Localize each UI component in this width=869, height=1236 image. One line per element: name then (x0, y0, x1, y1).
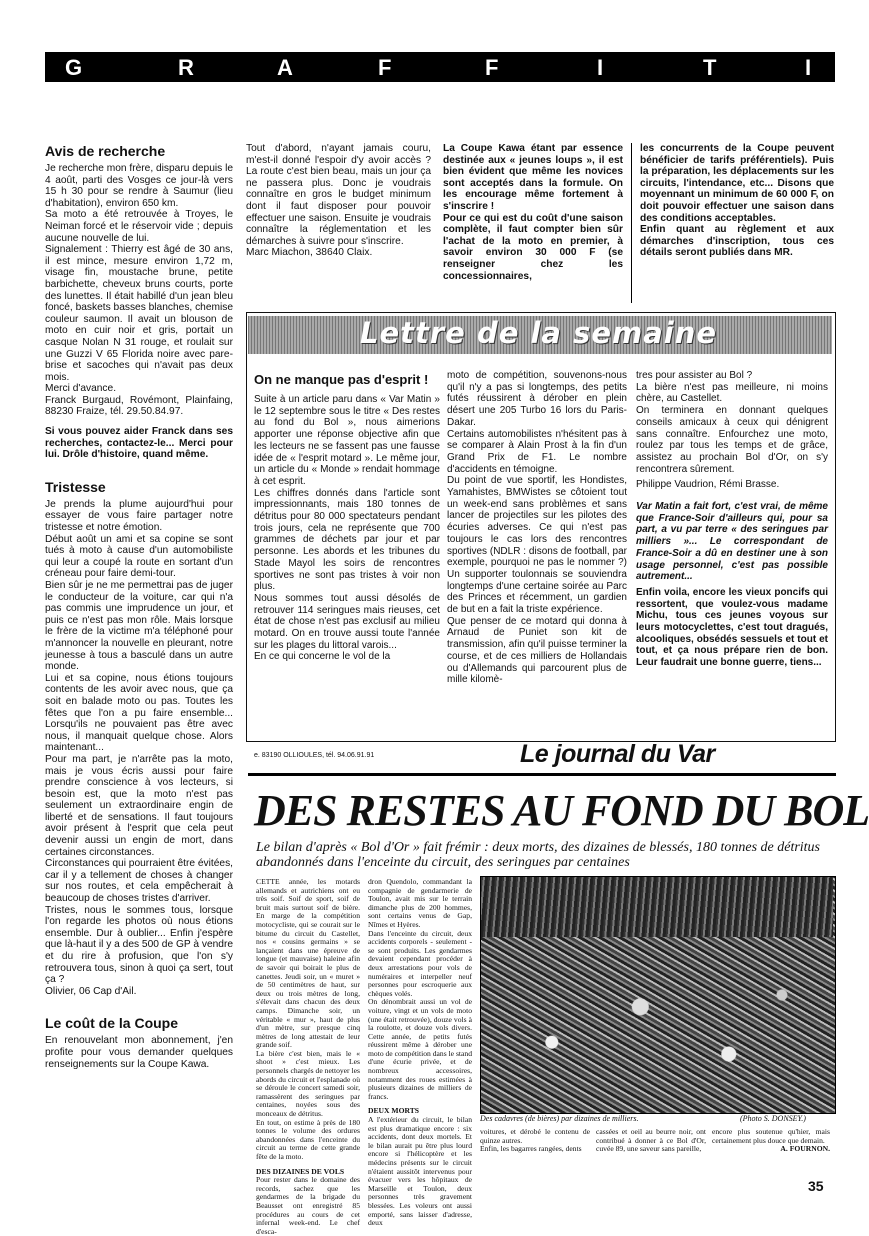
letter-text: Tout d'abord, n'ayant jamais couru, m'est-il donné l'espoir d'y avoir accès ? La route c'est bien beau, mais un jour ça ne passera plus. Donc je voudrais connaître en gros le budget minimum dont il faut disposer pour pouvoir effectuer une saison. Ensuite je voudrais connaître la réglementation et les démarches à suivre pour s'inscrire. (246, 143, 431, 247)
section-header-bar (45, 52, 835, 82)
lettre-paragraph: Les chiffres donnés dans l'article sont impressionnants, mais 180 tonnes de détritus pour 80 000 spectateurs pendant trois jours, cela ne représente que 700 grammes de déchets par jour et par personne. Les abords et les tribunes du Stade Mayol les soirs de rencontres sportives ne sont pas tristes à voir non plus. (254, 487, 440, 593)
tristesse-title: Tristesse (45, 478, 106, 495)
photo-credit: (Photo S. DONSEY.) (740, 1114, 806, 1123)
avis-paragraph: Je recherche mon frère, disparu depuis le 4 août, parti des Vosges ce jour-là vers 15 h 30 pour se rendre à Saumur (lieu d'habitation), environ 650 km. (45, 163, 234, 209)
answer-text: La Coupe Kawa étant par essence destinée aux « jeunes loups », il est bien évident que même les novices sont acceptés dans la formule. On les encourage même fortement à s'inscrire ! (443, 143, 623, 212)
article-paragraph: cassées et oeil au beurre noir, ont contribué à donner à ce Bol d'Or, cuvée 89, une saveur sans pareille, (596, 1127, 706, 1154)
avis-editor-note: Si vous pouvez aider Franck dans ses recherches, contactez-le... Merci pour lui. Drôle d'histoire, quand même. (45, 426, 233, 461)
cout-title: Le coût de la Coupe (45, 1015, 179, 1032)
avis-paragraph: Merci d'avance. (45, 383, 117, 395)
column-4 (640, 143, 834, 308)
lettre-signature: Philippe Vaudrion, Rémi Brasse. (636, 479, 780, 491)
tristesse-paragraph: Pour ma part, je n'arrête pas la moto, mais je vous écris aussi pour faire prendre conscience à vos lecteurs, si besoin est, que la moto n'est pas seulement un extraordinaire engin de liberté et de sensations. Il faut toujours avoir présent à l'esprit que cela peut devenir aussi un engin de mort, dans certaines circonstances. (45, 753, 233, 858)
header-letter: T (703, 55, 717, 80)
column-3 (443, 143, 623, 308)
tristesse-paragraph: Lui et sa copine, nous étions toujours contents de les avoir avec nous, que ça soit en balade moto ou pas. Toutes les fêtes que l'on a pu faire ensemble... Lorsqu'ils ne pouvaient pas être avec nous, il manquait quelque chose. Alors maintenant... (45, 672, 233, 754)
article-paragraph: On dénombrait aussi un vol de voiture, vingt et un vols de moto (une était retrouvée), douze vols à la roulotte, et douze vols divers. Cette année, de petits futés réussirent même à dérober une moto de compétition dans le stand d'une écurie privée, et de nombreux accessoires, notamment des roues estimées à plusieurs dizaines de milliers de francs. (368, 997, 472, 1101)
lettre-paragraph: Nous sommes tout aussi désolés de retrouver 114 seringues mais rieuses, cet état de chose n'est pas exclusif au milieu motard. On en trouve aussi toute l'année sur les plages du littoral varois... (254, 592, 440, 651)
article-column-1 (256, 877, 360, 1236)
article-subheading: DEUX MORTS (368, 1106, 419, 1116)
article-paragraph: encore plus soutenue qu'hier, mais certainement plus douce que demain. (712, 1127, 830, 1145)
article-subheading: DES DIZAINES DE VOLS (256, 1166, 345, 1176)
header-letter: F (485, 55, 499, 80)
article-paragraph: Pour rester dans le domaine des records, sachez que les gendarmes de la brigade du Beausset ont enregistré 85 procédures au cours de cet infernal week-end. Le chef d'esca- (256, 1175, 360, 1236)
lettre-paragraph: Certains automobilistes n'hésitent pas à se comparer à Alain Prost à la fin d'un Grand Prix de F1. Le nombre d'accidents en témoigne. (447, 428, 627, 475)
lettre-column-2 (447, 370, 627, 734)
article-column-3 (480, 1128, 590, 1168)
header-letter: R (178, 55, 194, 80)
article-paragraph: A l'extérieur du circuit, le bilan est plus dramatique encore : six accidents, dont deux mortels. Et le bilan aurait pu être plus lourd encore si l'hélicoptère et les médecins présents sur le circuit n'étaient aussitôt intervenus pour évacuer vers les hôpitaux de Marseille et Toulon, deux personnes très gravement blessées. Les voleurs ont aussi emporté, sans laisser d'adresse, deux (368, 1115, 472, 1228)
answer-text: Enfin quant au règlement et aux démarches d'inscription, tous ces détails seront publiés dans MR. (640, 224, 834, 259)
lettre-paragraph: Du point de vue sportif, les Hondistes, Yamahistes, BMWistes se côtoient tout un week-end sans problèmes et sans lancer de projectiles sur les pilotes des écuries adverses. Ce qui n'est pas toujours le cas lors des rencontres sportives (NDLR : disons de football, par exemple, pourquoi ne pas le nommer ?) Un supporter toulonnais se souviendra longtemps d'une certaine soirée au Parc des Princes et récemment, un gardien de but en a fait la triste expérience. (447, 475, 627, 616)
article-signature: A. FOURNON. (780, 1144, 830, 1154)
lettre-paragraph: La bière n'est pas meilleure, ni moins chère, au Castellet. (636, 381, 828, 405)
tristesse-paragraph: Je prends la plume aujourd'hui pour essayer de vous faire partager notre tristesse et notre émotion. (45, 498, 233, 534)
column-divider (631, 143, 632, 303)
header-letter: I (597, 55, 604, 80)
lettre-title: Lettre de la semaine (360, 316, 718, 350)
avis-paragraph: Sa moto a été retrouvée à Troyes, le Neiman forcé et le réservoir vide ; depuis aucune nouvelle de lui. (45, 209, 233, 244)
article-column-5 (712, 1128, 830, 1168)
avis-title: Avis de recherche (45, 143, 166, 159)
editor-reply: Enfin voila, encore les vieux poncifs qui ressortent, que voulez-vous madame Michu, tous ces jeunes voyous sur leurs motocyclettes, c'est tout dragués, alcooliques, obsédés sessuels et tout et tout, et ça nous prépare rien de bon. Leur faudrait une bonne guerre, tiens... (636, 586, 828, 669)
tristesse-paragraph: Circonstances qui pourraient être évitées, car il y a tellement de choses à changer sur nos routes, et cela empêcherait à beaucoup de choses tristes d'arriver. (45, 858, 234, 905)
header-letter: G (65, 55, 83, 80)
answer-text: les concurrents de la Coupe peuvent bénéficier de tarifs préférentiels). Puis la préparation, les déplacements sur les circuits, l'intendance, etc... Disons que moyennant un minimum de 60 000 F, on doit pouvoir effectuer une saison dans des conditions acceptables. (640, 143, 834, 224)
article-paragraph: dron Quendolo, commandant la compagnie de gendarmerie de Toulon, avait mis sur le terrain dimanche plus de 200 hommes, sont certains venus de Gap, Nîmes et Hyères. (368, 877, 472, 929)
header-letter: I (805, 55, 812, 80)
article-paragraph: La bière c'est bien, mais le « shoot » c'est mieux. Les personnels chargés de nettoyer les abords du circuit et l'esplanade où se déroule le concert samedi soir, ramassèrent des seringues par centaines, noyées sous des monceaux de détritus. (256, 1048, 360, 1119)
page-number: 35 (808, 1178, 824, 1194)
journal-address: e. 83190 OLLIOULES, tél. 94.06.91.91 (254, 752, 375, 759)
article-column-2 (368, 877, 472, 1228)
tristesse-paragraph: Tristes, nous le sommes tous, lorsque l'on regarde les photos où nous étions ensemble. Dur à oublier... Enfin j'espère que là-haut il y a des 500 de GP à vendre et du rire à profusion, que l'on s'y retrouvera tous, sinon à quoi ça sert, tout ça ? (45, 904, 233, 986)
article-paragraph: CETTE année, les motards allemands et autrichiens ont eu très soif. Soif de sport, soif de bruit mais surtout soif de bière. En marge de la compétition motocycliste, qui se courait sur le bitume du circuit du Castellet, nos « cousins germains » se lançaient dans une épreuve de longue (et mauvaise) haleine afin de savoir qui boirait le plus de canettes. Jeudi soir, un « muret » de 50 centimètres de haut, sur deux ou trois mètres de long, s'élevait dans chacun des deux camps. Dimanche soir, un véritable « mur », haut de plus d'un mètre, sur presque cinq mètres de long attestait de leur grande soif. (256, 877, 360, 1050)
article-paragraph: Dans l'enceinte du circuit, deux accidents corporels - seulement - se sont produits. Les gendarmes devaient cependant procéder à deux arrestations pour vols de numéraires et interpeller neuf personnes pour escroquerie aux chèques volés. (368, 928, 472, 998)
lettre-heading: On ne manque pas d'esprit ! (254, 372, 429, 387)
lettre-column-3 (636, 370, 828, 734)
letter-signature: Marc Miachon, 38640 Claix. (246, 247, 373, 259)
lettre-paragraph: En ce qui concerne le vol de la (254, 651, 391, 663)
lettre-paragraph: tres pour assister au Bol ? (636, 370, 753, 381)
avis-signature: Franck Burgaud, Rovémont, Plainfaing, 88230 Fraize, tél. 29.50.84.97. (45, 394, 233, 418)
photo-caption: Des cadavres (de bières) par dizaines de milliers. (480, 1114, 639, 1123)
tristesse-paragraph: Début août un ami et sa copine se sont tués à moto à cause d'un automobiliste qui leur a coupé la route en sortant d'un créneau pour faire demi-tour. (45, 533, 233, 580)
lettre-column-1 (254, 372, 440, 734)
left-column (45, 143, 233, 1193)
photo-background (481, 877, 833, 937)
column-2 (246, 143, 431, 308)
avis-paragraph: Signalement : Thierry est âgé de 30 ans, il est mince, mesure environ 1,72 m, visage fin, moustache brune, petite barbichette, cheveux bruns courts, porte des lunettes. Il était habillé d'un jean bleu foncé, baskets basses blanches, chemise couleur saumon. Il avait un blouson de moto en cuir noir et gris, portait un casque Nolan N 31 rouge, et roulait sur une Guzzi V 65 Florida noire avec pare-brise et sacoches qui n'avait pas deux mois. (45, 244, 234, 383)
article-paragraph: voitures, et dérobé le contenu de quinze autres. (480, 1127, 590, 1145)
article-paragraph: En tout, on estime à près de 180 tonnes le volume des ordures abandonnées dans l'enceinte du circuit au terme de cette grande fête de la moto. (256, 1117, 360, 1161)
header-letter: F (378, 55, 392, 80)
answer-text: Pour ce qui est du coût d'une saison complète, il faut compter bien sûr l'achat de la moto en premier, à savoir environ 30 000 F (se renseigner chez les concessionnaires, (443, 212, 623, 282)
lettre-paragraph: On terminera en donnant quelques conseils amicaux à ceux qui dénigrent sans connaître. Enfourchez une moto, roulez par tous les temps et de grâce, assistez au prochain Bol d'Or, on s'y rencontrera sûrement. (636, 405, 828, 475)
article-paragraph: Enfin, les bagarres rangées, dents (480, 1144, 582, 1154)
tristesse-signature: Olivier, 06 Cap d'Ail. (45, 985, 137, 997)
tristesse-paragraph: Bien sûr je ne me permettrai pas de juger le conducteur de la voiture, car qui n'a pas commis une imprudence un jour, et puis ce n'est pas mon rôle. Mais lorsque le frère de la victime m'a téléphoné pour m'annoncer la nouvelle en pleurant, notre jeunesse à tous a basculé dans un autre monde. (45, 580, 233, 673)
article-headline: DES RESTES AU FOND DU BOL (254, 786, 869, 835)
lettre-paragraph: Suite à un article paru dans « Var Matin » le 12 septembre sous le titre « Des restes au fond du Bol », nous aimerions apporter une réponse objective afin que les lecteurs ne se fassent pas une fausse idée de « l'esprit motard ». Le même jour, un article du « Monde » rendait hommage à cet esprit. (254, 394, 440, 487)
editor-reply: Var Matin a fait fort, c'est vrai, de même que France-Soir d'ailleurs qui, pour sa part, a vu par terre « des seringues par milliers »... Le correspondant de France-Soir a dû en destiner une à son usage personnel, c'est pas possible autrement... (636, 501, 828, 583)
header-letter: A (277, 55, 293, 80)
journal-masthead: Le journal du Var (520, 740, 715, 768)
article-column-4 (596, 1128, 706, 1168)
lettre-paragraph: moto de compétition, souvenons-nous qu'il n'y a pas si longtemps, des petits futés réussirent à dérober en plein désert une 205 Turbo 16 lors du Paris-Dakar. (447, 370, 627, 428)
article-subtitle: Le bilan d'après « Bol d'Or » fait frémir : deux morts, des dizaines de blessés, 180 tonnes de détritus abandonnés dans l'enceinte du circuit, des seringues par centaines (256, 840, 821, 870)
cout-paragraph: En renouvelant mon abonnement, j'en profite pour vous demander quelques renseignements sur la Coupe Kawa. (45, 1035, 233, 1070)
masthead-rule (248, 773, 836, 776)
lettre-paragraph: Que penser de ce motard qui donna à Arnaud de Puniet son kit de transmission, afin qu'il puisse terminer la course, et de ces milliers de Hollandais ou d'Allemands qui parcourent plus de mille kilomè- (447, 615, 627, 686)
